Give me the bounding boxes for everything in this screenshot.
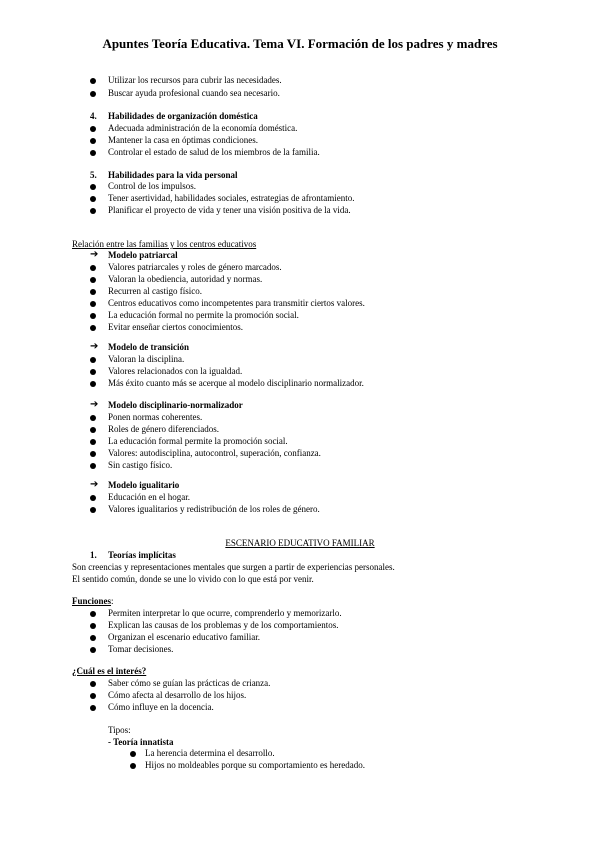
bullet-icon <box>90 184 96 190</box>
bullet-icon <box>90 196 96 202</box>
list-item: Adecuada administración de la economía doméstica. <box>108 123 298 133</box>
bullet-icon <box>90 507 96 513</box>
list-item: Mantener la casa en óptimas condiciones. <box>108 135 258 145</box>
list-item: Saber cómo se guían las prácticas de crianza. <box>108 678 271 688</box>
model-heading: Modelo patriarcal <box>108 250 178 260</box>
funciones-heading <box>72 595 114 607</box>
bullet-icon <box>90 693 96 699</box>
bullet-icon <box>90 265 96 271</box>
bullet-icon <box>90 150 96 156</box>
section-heading: Teorías implícitas <box>108 550 176 560</box>
section-number: 1. <box>90 550 97 560</box>
list-item: Valores igualitarios y redistribución de los roles de género. <box>108 504 320 514</box>
tipos-label: Tipos: <box>108 725 131 735</box>
list-item: Tener asertividad, habilidades sociales, estrategias de afrontamiento. <box>108 193 355 203</box>
list-item: Planificar el proyecto de vida y tener una visión positiva de la vida. <box>108 205 351 215</box>
list-item: Cómo influye en la docencia. <box>108 702 214 712</box>
paragraph: Son creencias y representaciones mentales que surgen a partir de experiencias personales. <box>72 562 395 572</box>
bullet-icon <box>90 301 96 307</box>
bullet-icon <box>90 325 96 331</box>
section-number: 5. <box>90 170 97 180</box>
list-item: La educación formal no permite la promoción social. <box>108 310 299 320</box>
list-item: Valores patriarcales y roles de género marcados. <box>108 262 282 272</box>
list-item: Valoran la disciplina. <box>108 354 185 364</box>
section-heading: Relación entre las familias y los centros educativos <box>72 239 257 249</box>
list-item: Permiten interpretar lo que ocurre, comprenderlo y memorizarlo. <box>108 608 342 618</box>
paragraph: El sentido común, donde se une lo vivido con lo que está por venir. <box>72 574 314 584</box>
bullet-icon <box>90 439 96 445</box>
arrow-icon: ➔ <box>90 341 99 352</box>
bullet-icon <box>90 381 96 387</box>
sub-heading: - Teoría innatista <box>108 737 174 747</box>
list-item: Control de los impulsos. <box>108 181 197 191</box>
list-item: Roles de género diferenciados. <box>108 424 219 434</box>
list-item: Evitar enseñar ciertos conocimientos. <box>108 322 243 332</box>
section-number: 4. <box>90 111 97 121</box>
bullet-icon <box>90 126 96 132</box>
bullet-icon <box>90 681 96 687</box>
list-item: La educación formal permite la promoción social. <box>108 436 288 446</box>
bullet-icon <box>90 78 96 84</box>
model-heading: Modelo igualitario <box>108 480 180 490</box>
bullet-icon <box>90 623 96 629</box>
arrow-icon: ➔ <box>90 249 99 260</box>
bullet-icon <box>90 611 96 617</box>
funciones-title: Funciones <box>72 596 112 606</box>
bullet-icon <box>90 463 96 469</box>
list-item: Controlar el estado de salud de los miembros de la familia. <box>108 147 320 157</box>
bullet-icon <box>130 763 136 769</box>
bullet-icon <box>90 451 96 457</box>
bullet-icon <box>90 427 96 433</box>
bullet-icon <box>90 647 96 653</box>
list-item: Tomar decisiones. <box>108 644 174 654</box>
page-title: Apuntes Teoría Educativa. Tema VI. Formación de los padres y madres <box>102 36 498 51</box>
list-item: Hijos no moldeables porque su comportamiento es heredado. <box>145 760 365 770</box>
arrow-icon: ➔ <box>90 399 99 410</box>
list-item: Utilizar los recursos para cubrir las necesidades. <box>108 75 282 85</box>
bullet-icon <box>90 415 96 421</box>
bullet-icon <box>130 751 136 757</box>
bullet-icon <box>90 357 96 363</box>
list-item: La herencia determina el desarrollo. <box>145 748 275 758</box>
funciones-colon: : <box>111 596 114 606</box>
model-heading: Modelo disciplinario-normalizador <box>108 400 243 410</box>
list-item: Explican las causas de los problemas y de los comportamientos. <box>108 620 339 630</box>
bullet-icon <box>90 369 96 375</box>
list-item: Centros educativos como incompetentes para transmitir ciertos valores. <box>108 298 365 308</box>
list-item: Recurren al castigo físico. <box>108 286 202 296</box>
list-item: Valoran la obediencia, autoridad y normas. <box>108 274 263 284</box>
bullet-icon <box>90 277 96 283</box>
bullet-icon <box>90 495 96 501</box>
list-item: Cómo afecta al desarrollo de los hijos. <box>108 690 247 700</box>
list-item: Valores relacionados con la igualdad. <box>108 366 243 376</box>
bullet-icon <box>90 138 96 144</box>
bullet-icon <box>90 705 96 711</box>
model-heading: Modelo de transición <box>108 342 189 352</box>
list-item: Más éxito cuanto más se acerque al modelo disciplinario normalizador. <box>108 378 364 388</box>
bullet-icon <box>90 289 96 295</box>
list-item: Ponen normas coherentes. <box>108 412 203 422</box>
list-item: Educación en el hogar. <box>108 492 190 502</box>
list-item: Valores: autodisciplina, autocontrol, superación, confianza. <box>108 448 321 458</box>
list-item: Organizan el escenario educativo familiar. <box>108 632 261 642</box>
section-heading: ¿Cuál es el interés? <box>72 666 147 676</box>
list-item: Buscar ayuda profesional cuando sea necesario. <box>108 88 280 98</box>
list-item: Sin castigo físico. <box>108 460 173 470</box>
section-heading: Habilidades de organización doméstica <box>108 111 258 121</box>
section-heading: ESCENARIO EDUCATIVO FAMILIAR <box>225 538 375 548</box>
section-heading: Habilidades para la vida personal <box>108 170 238 180</box>
bullet-icon <box>90 635 96 641</box>
bullet-icon <box>90 313 96 319</box>
bullet-icon <box>90 91 96 97</box>
bullet-icon <box>90 208 96 214</box>
arrow-icon: ➔ <box>90 479 99 490</box>
